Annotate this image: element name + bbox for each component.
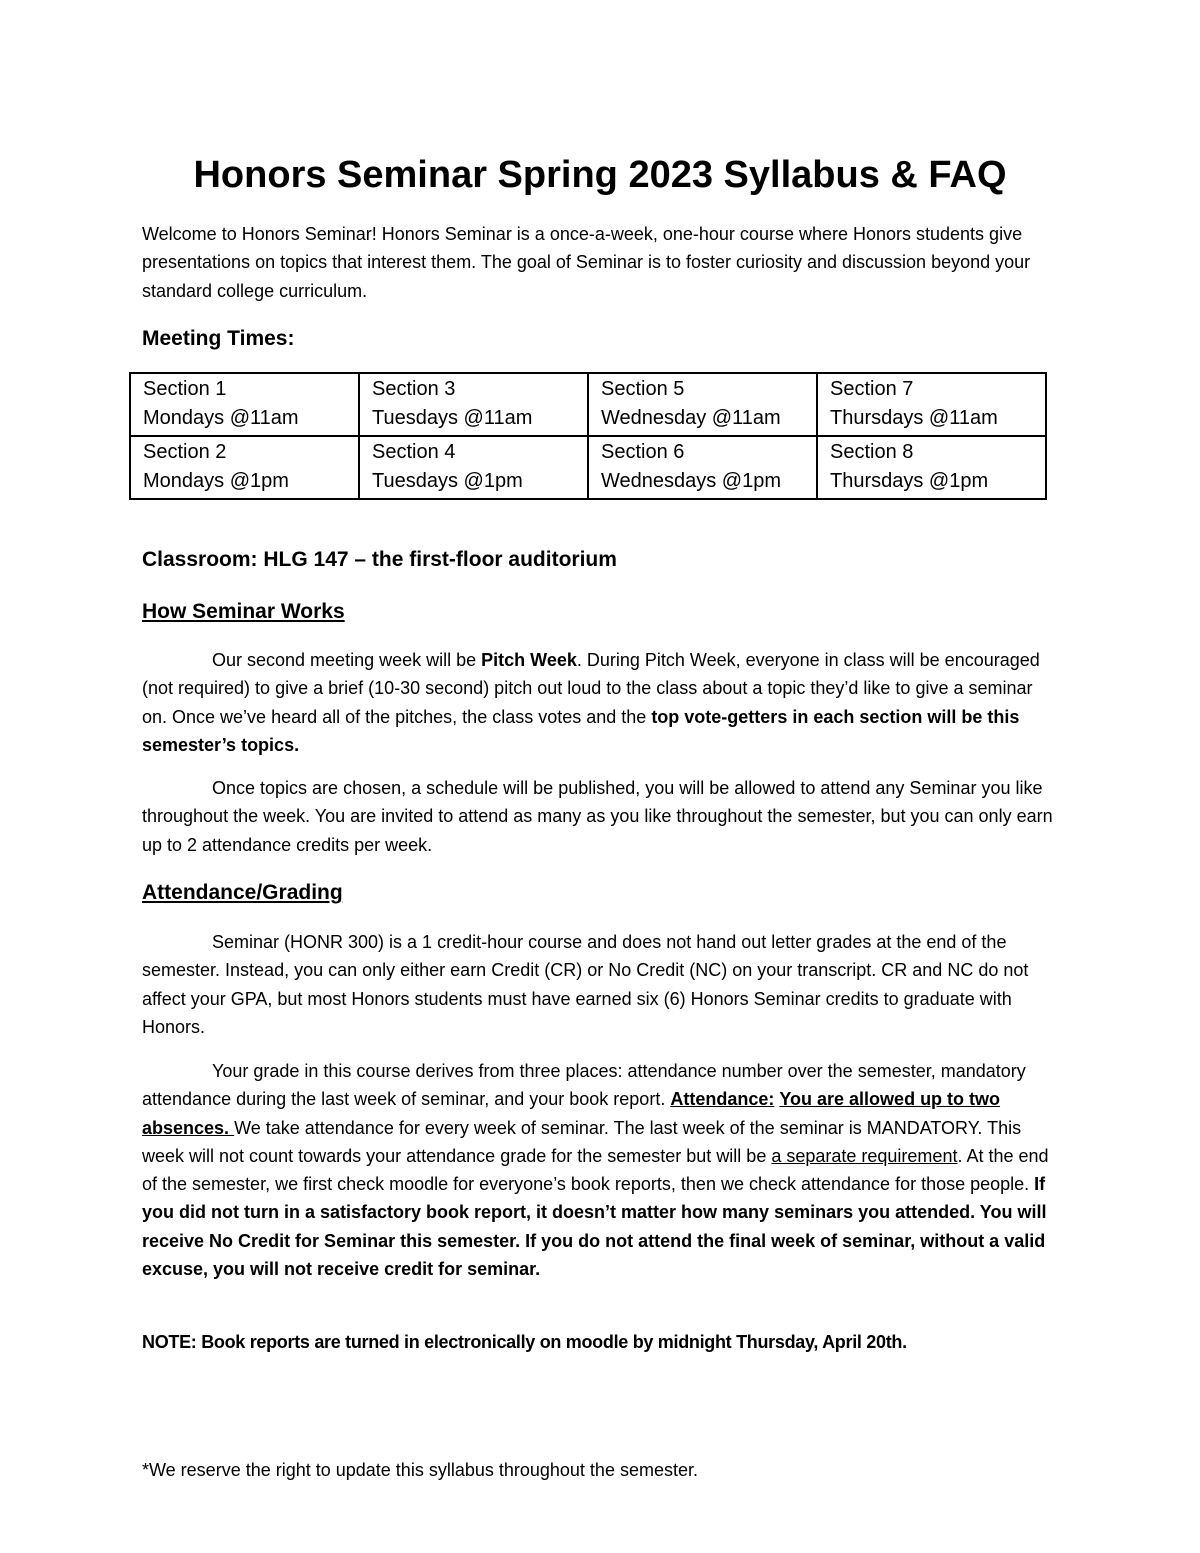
schedule-paragraph: Once topics are chosen, a schedule will be published, you will be allowed to attend any Seminar you like throughout the week. You are invited to attend as many as you like throughout the semester, but you can only earn up to 2 attendance credits per week. [142, 778, 1053, 855]
table-cell [588, 373, 817, 436]
absences-rule: You are allowed up to two absences. [142, 1089, 1001, 1138]
table-row [130, 436, 1046, 499]
separate-requirement: a separate requirement [771, 1145, 958, 1166]
table-cell [817, 373, 1046, 436]
credit-paragraph: Seminar (HONR 300) is a 1 credit-hour course and does not hand out letter grades at the end of the semester. Instead, you can only either earn Credit (CR) or No Credit (NC) on your transcript. CR and NC do not affect your GPA, but most Honors students must have earned six (6) Honors Seminar credits to graduate with Honors. [142, 932, 1029, 1037]
section-time: Tuesdays @1pm [372, 470, 523, 492]
text-span: Your grade in this course derives from three places: attendance number over the semester, mandatory attendance during the last week of seminar, and your book report. [142, 1061, 1026, 1110]
section-name: Section 4 [372, 441, 456, 463]
section-time: Wednesday @11am [601, 407, 781, 429]
text-span: . [294, 734, 300, 755]
classroom-heading: Classroom: HLG 147 – the first-floor auditorium [142, 548, 617, 571]
attendance-label: Attendance: [670, 1089, 775, 1110]
meeting-times-heading: Meeting Times: [142, 327, 295, 350]
section-time: Tuesdays @11am [372, 407, 533, 429]
schedule-table [129, 372, 1047, 500]
text-span: Our second meeting week will be [212, 650, 482, 670]
table-cell [130, 436, 359, 499]
section-time: Thursdays @11am [830, 407, 998, 429]
no-credit-warning: If you did not turn in a satisfactory book report, it doesn’t matter how many seminars you attended. You will receive No Credit for Seminar this semester. If you do not attend the final week of seminar, without a valid excuse, you will not receive credit for seminar. [142, 1174, 1047, 1280]
section-name: Section 8 [830, 441, 914, 463]
section-name: Section 2 [143, 441, 227, 463]
intro-paragraph: Welcome to Honors Seminar! Honors Seminar is a once-a-week, one-hour course where Honors students give presentations on topics that interest them. The goal of Seminar is to foster curiosity and discussion beyond your standard college curriculum. [142, 224, 1031, 301]
section-name: Section 1 [143, 378, 227, 400]
text-span: . During Pitch Week, everyone in class will be encouraged (not required) to give a brief (10-30 second) pitch out loud to the class about a topic they’d like to give a seminar on. Once we’ve heard all of the pitches, the class votes and the [142, 650, 1040, 727]
section-name: Section 5 [601, 378, 685, 400]
section-name: Section 3 [372, 378, 456, 400]
pitch-week-bold: Pitch Week [481, 650, 577, 670]
table-cell [359, 373, 588, 436]
section-time: Mondays @11am [143, 407, 299, 429]
page-title: Honors Seminar Spring 2023 Syllabus & FAQ [193, 154, 1007, 196]
section-name: Section 6 [601, 441, 685, 463]
book-report-note: NOTE: Book reports are turned in electronically on moodle by midnight Thursday, April 20th. [142, 1332, 907, 1352]
section-name: Section 7 [830, 378, 914, 400]
section-time: Thursdays @1pm [830, 470, 989, 492]
text-span: . At the end of the semester, we first check moodle for everyone’s book reports, then we check attendance for those people. [142, 1145, 1049, 1195]
footnote: *We reserve the right to update this syllabus throughout the semester. [142, 1460, 698, 1480]
table-cell [817, 436, 1046, 499]
top-vote-getters-bold: top vote-getters in each section will be this semester’s topics [142, 706, 1020, 755]
how-seminar-works-heading: How Seminar Works [142, 600, 345, 623]
pitch-week-paragraph [142, 646, 1060, 759]
table-cell [130, 373, 359, 436]
section-time: Mondays @1pm [143, 470, 289, 492]
table-row [130, 373, 1046, 436]
section-time: Wednesdays @1pm [601, 470, 782, 492]
text-span: We take attendance for every week of seminar. The last week of the seminar is MANDATORY. This week will not count towards your attendance grade for the semester but will be [142, 1117, 1022, 1166]
table-cell [588, 436, 817, 499]
table-cell [359, 436, 588, 499]
grade-paragraph [142, 1057, 1060, 1283]
attendance-grading-heading: Attendance/Grading [142, 881, 343, 904]
